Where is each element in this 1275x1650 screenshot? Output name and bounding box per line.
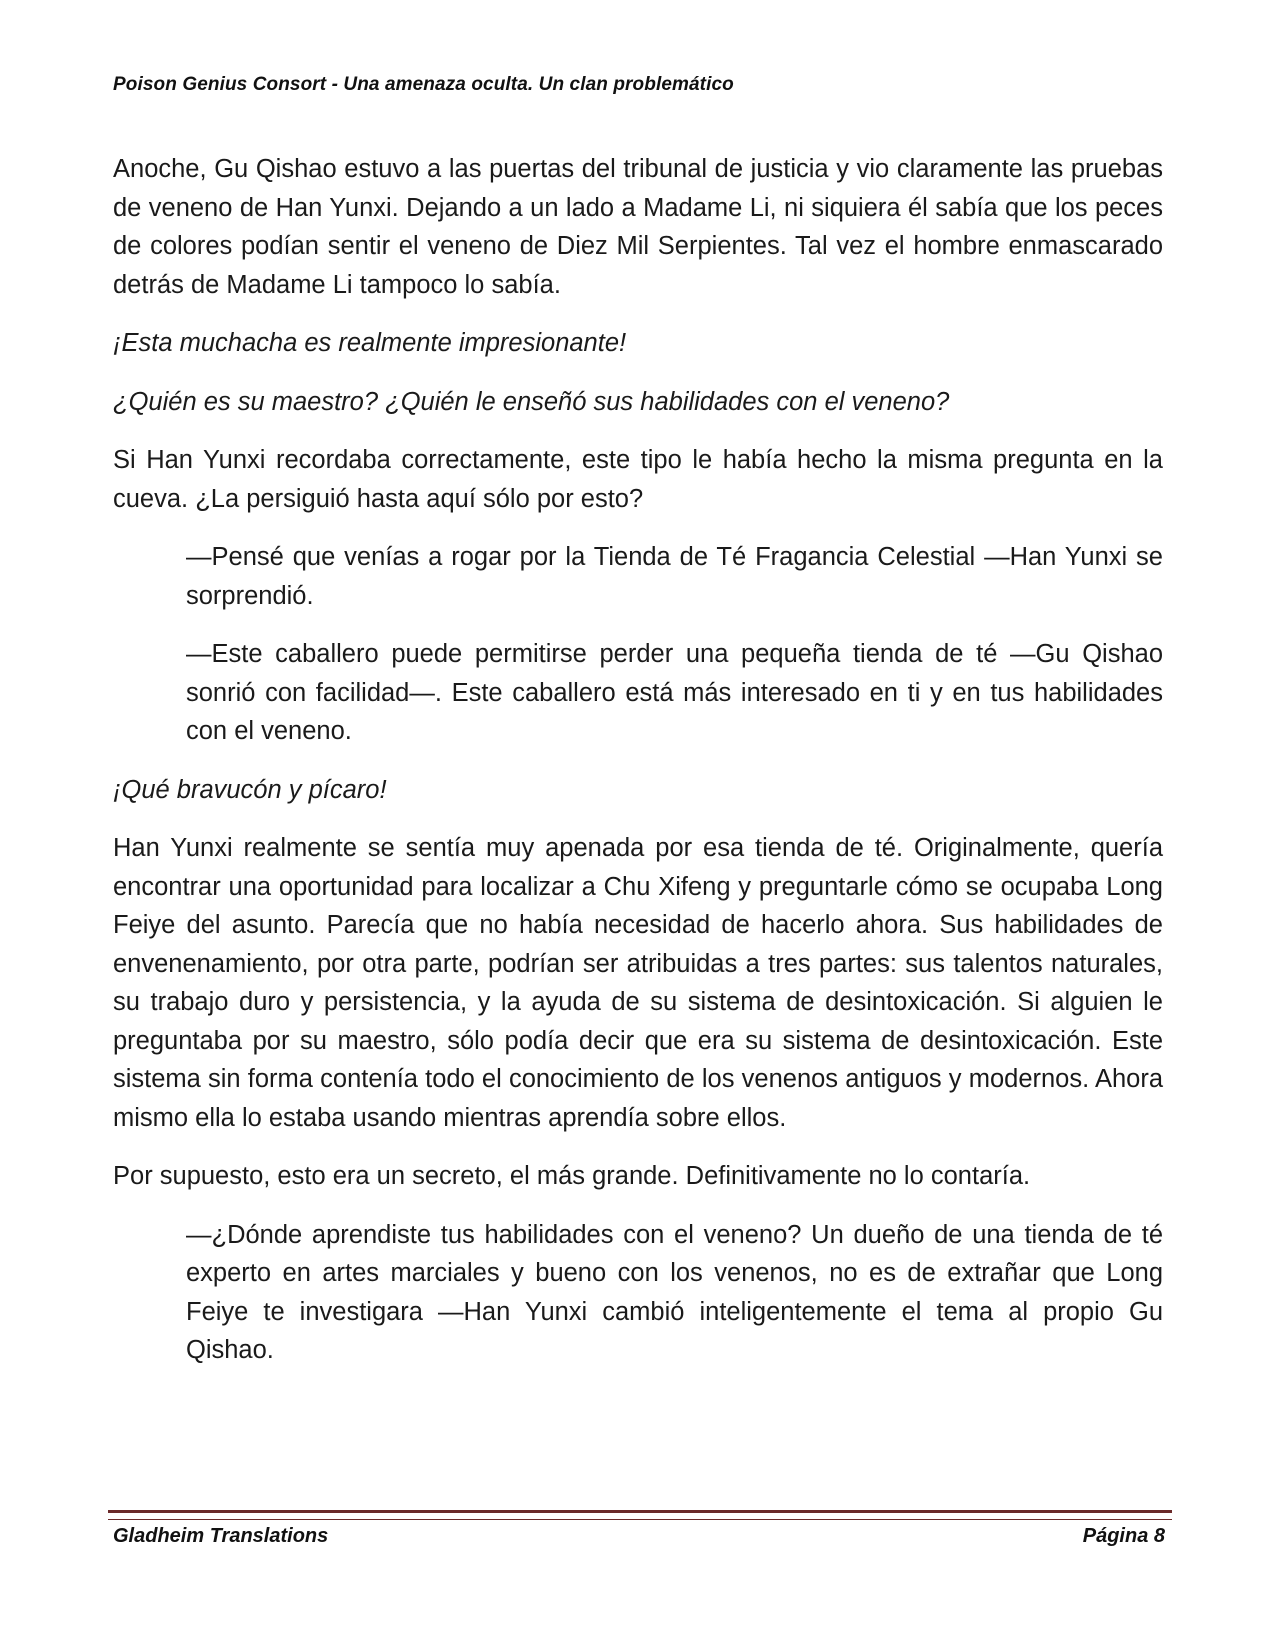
paragraph: Si Han Yunxi recordaba correctamente, este tipo le había hecho la misma pregunta en la cueva. ¿La persiguió hasta aquí sólo por esto? bbox=[113, 446, 1163, 513]
paragraph: Por supuesto, esto era un secreto, el más grande. Definitivamente no lo contaría. bbox=[113, 1162, 1031, 1190]
footer-publisher: Gladheim Translations bbox=[113, 1525, 329, 1547]
paragraph: Han Yunxi realmente se sentía muy apenada por esa tienda de té. Originalmente, quería encontrar una oportunidad para localizar a Chu Xifeng y preguntarle cómo se ocupaba Long Feiye del asunto. Parecía que no había necesidad de hacerlo ahora. Sus habilidades de envenenamiento, por otra parte, podrían ser atribuidas a tres partes: sus talentos naturales, su trabajo duro y persistencia, y la ayuda de su sistema de desintoxicación. Si alguien le preguntaba por su maestro, sólo podía decir que era su sistema de desintoxicación. Este sistema sin forma contenía todo el conocimiento de los venenos antiguos y modernos. Ahora mismo ella lo estaba usando mientras aprendía sobre ellos. bbox=[113, 834, 1163, 1132]
paragraph-thought: ¡Esta muchacha es realmente impresionante! bbox=[113, 329, 627, 357]
page-header-title: Poison Genius Consort - Una amenaza oculta. Un clan problemático bbox=[113, 74, 734, 95]
paragraph-dialogue: —¿Dónde aprendiste tus habilidades con el veneno? Un dueño de una tienda de té experto en artes marciales y bueno con los venenos, no es de extrañar que Long Feiye te investigara —Han Yunxi cambió inteligentemente el tema al propio Gu Qishao. bbox=[186, 1220, 1163, 1364]
footer-divider bbox=[108, 1510, 1172, 1520]
paragraph: Anoche, Gu Qishao estuvo a las puertas del tribunal de justicia y vio claramente las pruebas de veneno de Han Yunxi. Dejando a un lado a Madame Li, ni siquiera él sabía que los peces de colores podían sentir el veneno de Diez Mil Serpientes. Tal vez el hombre enmascarado detrás de Madame Li tampoco lo sabía. bbox=[113, 155, 1163, 299]
footer-page-number: Página 8 bbox=[1082, 1525, 1165, 1547]
paragraph-thought: ¡Qué bravucón y pícaro! bbox=[113, 775, 387, 804]
document-body bbox=[113, 150, 1163, 1390]
paragraph-thought: ¿Quién es su maestro? ¿Quién le enseñó sus habilidades con el veneno? bbox=[113, 387, 950, 416]
paragraph-dialogue: —Pensé que venías a rogar por la Tienda de Té Fragancia Celestial —Han Yunxi se sorprendió. bbox=[186, 543, 1163, 610]
paragraph-dialogue: —Este caballero puede permitirse perder una pequeña tienda de té —Gu Qishao sonrió con facilidad—. Este caballero está más interesado en ti y en tus habilidades con el veneno. bbox=[186, 640, 1163, 745]
